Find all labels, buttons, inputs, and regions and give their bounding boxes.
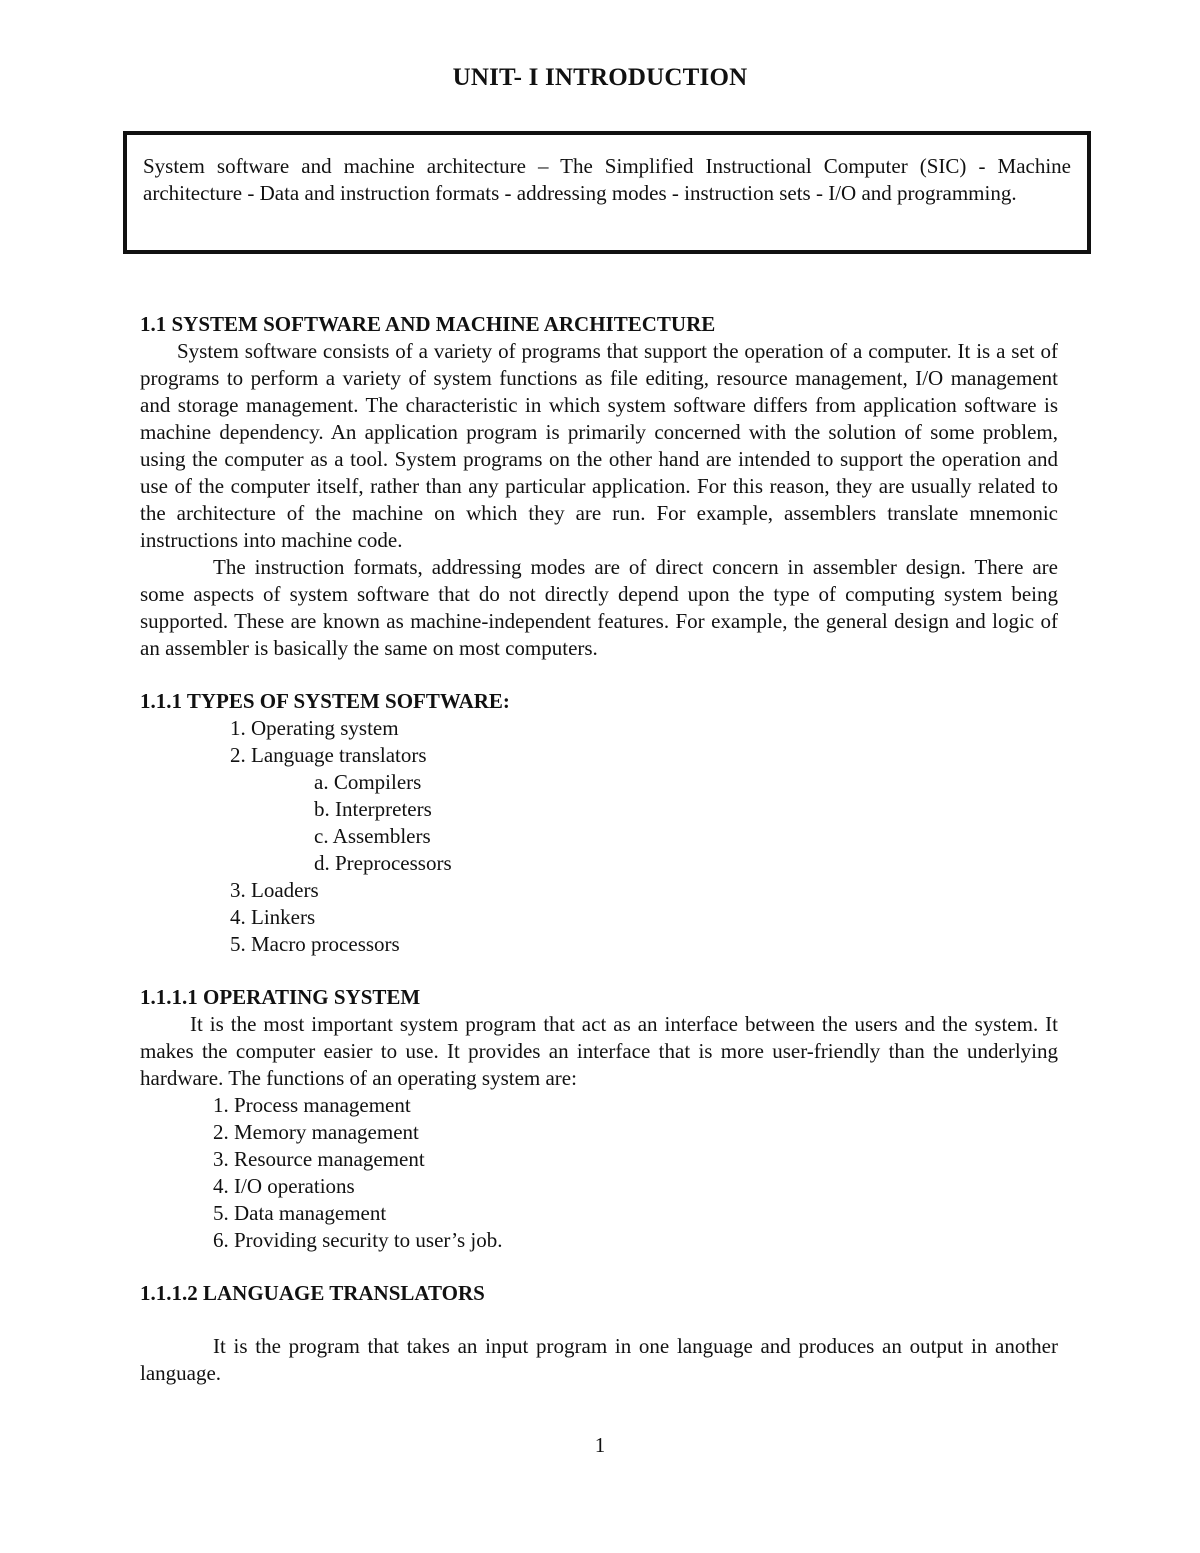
paragraph-system-software: System software consists of a variety of programs that support the operation of a computer. It is a set of programs to perform a variety of system functions as file editing, resource management, I/O management and storage management. The characteristic in which system software differs from application software is machine dependency. An application program is primarily concerned with the solution of some problem, using the computer as a tool. System programs on the other hand are intended to support the operation and use of the computer itself, rather than any particular application. For this reason, they are usually related to the architecture of the machine on which they are run. For example, assemblers translate mnemonic instructions into machine code.: [140, 339, 1058, 552]
list-item: 1. Process management: [213, 1093, 411, 1117]
list-item: 5. Data management: [213, 1201, 387, 1225]
list-item: 4. I/O operations: [213, 1174, 355, 1198]
list-item: d. Preprocessors: [314, 851, 452, 875]
list-item: 5. Macro processors: [230, 932, 400, 956]
syllabus-text: System software and machine architecture – The Simplified Instructional Computer (SIC) - Machine architecture - Data and instruction formats - addressing modes - instruction sets - I/O and programming.: [143, 154, 1071, 205]
list-item: a. Compilers: [314, 770, 422, 794]
paragraph-language-translators: It is the program that takes an input program in one language and produces an output in another language.: [140, 1334, 1058, 1385]
list-item: c. Assemblers: [314, 824, 431, 848]
types-list: [140, 715, 1058, 958]
list-item: 3. Resource management: [213, 1147, 425, 1171]
os-functions-list: [140, 1092, 1058, 1254]
list-item: b. Interpreters: [314, 797, 432, 821]
syllabus-box: [123, 131, 1091, 254]
list-item: 3. Loaders: [230, 878, 319, 902]
page-title: UNIT- I INTRODUCTION: [452, 64, 748, 91]
page-number: 1: [594, 1433, 606, 1457]
list-item: 6. Providing security to user’s job.: [213, 1228, 503, 1252]
section-heading-1-1-1-1: 1.1.1.1 OPERATING SYSTEM: [140, 985, 421, 1009]
paragraph-instruction-formats: The instruction formats, addressing modes are of direct concern in assembler design. There are some aspects of system software that do not directly depend upon the type of computing system being supported. These are known as machine-independent features. For example, the general design and logic of an assembler is basically the same on most computers.: [140, 555, 1058, 660]
list-item: 2. Memory management: [213, 1120, 419, 1144]
document-body: [140, 311, 1058, 1387]
list-item: 4. Linkers: [230, 905, 316, 929]
list-item: 2. Language translators: [230, 743, 427, 767]
list-item: 1. Operating system: [230, 716, 399, 740]
section-heading-1-1: 1.1 SYSTEM SOFTWARE AND MACHINE ARCHITECTURE: [140, 312, 716, 336]
paragraph-operating-system: It is the most important system program that act as an interface between the users and the system. It makes the computer easier to use. It provides an interface that is more user-friendly than the underlying hardware. The functions of an operating system are:: [140, 1012, 1058, 1090]
section-heading-1-1-1-2: 1.1.1.2 LANGUAGE TRANSLATORS: [140, 1281, 485, 1305]
section-heading-1-1-1: 1.1.1 TYPES OF SYSTEM SOFTWARE:: [140, 689, 510, 713]
